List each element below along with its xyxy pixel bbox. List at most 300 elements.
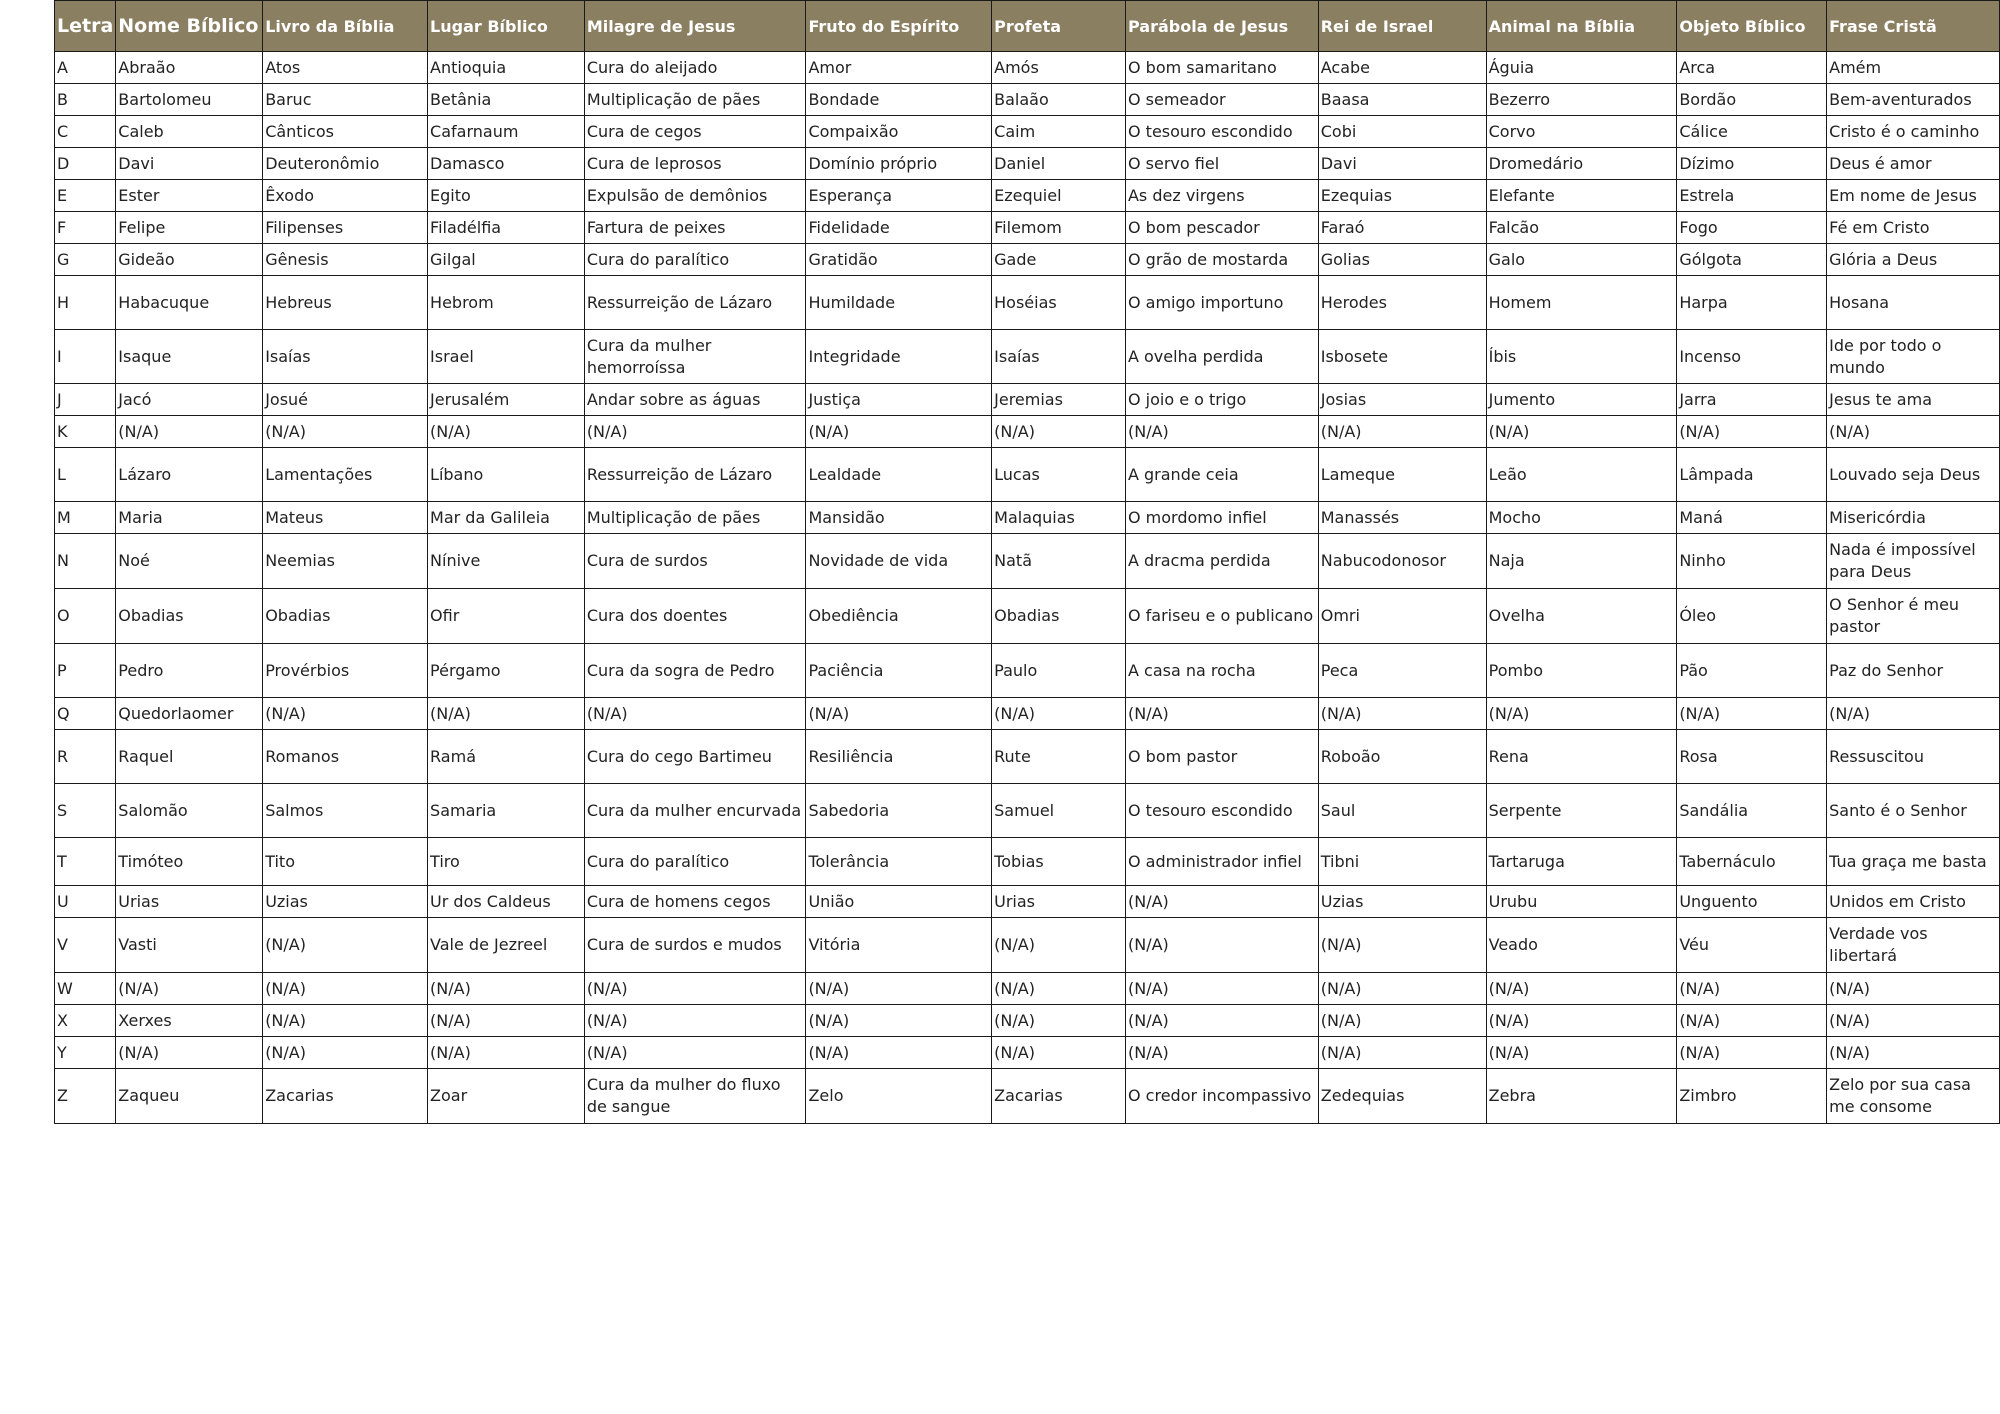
cell-spirit-fruit: Paciência	[806, 644, 992, 698]
cell-jesus-miracle: (N/A)	[584, 1005, 806, 1037]
cell-christian-phrase: Paz do Senhor	[1827, 644, 2000, 698]
cell-israel-king: Acabe	[1318, 52, 1486, 84]
cell-jesus-parable: O mordomo infiel	[1125, 502, 1318, 534]
cell-prophet: Jeremias	[992, 384, 1126, 416]
cell-biblical-place: Antioquia	[428, 52, 585, 84]
cell-biblical-object: Unguento	[1677, 886, 1827, 918]
cell-israel-king: Josias	[1318, 384, 1486, 416]
cell-bible-book: Josué	[263, 384, 428, 416]
cell-bible-animal: Bezerro	[1486, 84, 1677, 116]
cell-biblical-name: Isaque	[116, 330, 263, 384]
cell-bible-animal: Homem	[1486, 276, 1677, 330]
cell-jesus-parable: A ovelha perdida	[1125, 330, 1318, 384]
table-row	[55, 212, 2000, 244]
cell-spirit-fruit: Resiliência	[806, 730, 992, 784]
cell-biblical-name: Quedorlaomer	[116, 698, 263, 730]
cell-biblical-place: Nínive	[428, 534, 585, 589]
cell-spirit-fruit: (N/A)	[806, 698, 992, 730]
cell-letter: Y	[55, 1037, 116, 1069]
cell-jesus-miracle: Ressurreição de Lázaro	[584, 448, 806, 502]
cell-biblical-object: Véu	[1677, 918, 1827, 973]
cell-bible-book: Isaías	[263, 330, 428, 384]
table-row	[55, 148, 2000, 180]
table-row	[55, 1069, 2000, 1124]
cell-jesus-miracle: Cura dos doentes	[584, 589, 806, 644]
cell-biblical-place: Líbano	[428, 448, 585, 502]
cell-christian-phrase: Louvado seja Deus	[1827, 448, 2000, 502]
cell-jesus-miracle: (N/A)	[584, 973, 806, 1005]
cell-biblical-place: Cafarnaum	[428, 116, 585, 148]
cell-biblical-name: Maria	[116, 502, 263, 534]
cell-letter: J	[55, 384, 116, 416]
cell-bible-book: Deuteronômio	[263, 148, 428, 180]
table-row	[55, 918, 2000, 973]
table-row	[55, 330, 2000, 384]
cell-jesus-parable: O fariseu e o publicano	[1125, 589, 1318, 644]
cell-biblical-name: Urias	[116, 886, 263, 918]
cell-prophet: Lucas	[992, 448, 1126, 502]
cell-jesus-parable: (N/A)	[1125, 1037, 1318, 1069]
cell-spirit-fruit: (N/A)	[806, 416, 992, 448]
cell-bible-animal: Pombo	[1486, 644, 1677, 698]
column-header-israel-king: Rei de Israel	[1318, 1, 1486, 52]
table-row	[55, 534, 2000, 589]
cell-biblical-name: Obadias	[116, 589, 263, 644]
cell-spirit-fruit: Vitória	[806, 918, 992, 973]
cell-christian-phrase: O Senhor é meu pastor	[1827, 589, 2000, 644]
cell-bible-animal: Mocho	[1486, 502, 1677, 534]
cell-israel-king: Roboão	[1318, 730, 1486, 784]
cell-spirit-fruit: União	[806, 886, 992, 918]
cell-letter: C	[55, 116, 116, 148]
cell-biblical-name: Bartolomeu	[116, 84, 263, 116]
cell-jesus-miracle: Cura de surdos e mudos	[584, 918, 806, 973]
cell-bible-animal: Leão	[1486, 448, 1677, 502]
column-header-bible-book: Livro da Bíblia	[263, 1, 428, 52]
column-header-letter: Letra	[55, 1, 116, 52]
cell-biblical-object: Pão	[1677, 644, 1827, 698]
cell-spirit-fruit: Lealdade	[806, 448, 992, 502]
cell-bible-book: Cânticos	[263, 116, 428, 148]
table-row	[55, 116, 2000, 148]
cell-bible-animal: Dromedário	[1486, 148, 1677, 180]
cell-bible-book: Provérbios	[263, 644, 428, 698]
cell-biblical-name: Raquel	[116, 730, 263, 784]
cell-israel-king: Faraó	[1318, 212, 1486, 244]
cell-bible-book: Baruc	[263, 84, 428, 116]
cell-prophet: Natã	[992, 534, 1126, 589]
cell-biblical-object: Óleo	[1677, 589, 1827, 644]
cell-biblical-place: Gilgal	[428, 244, 585, 276]
cell-jesus-parable: (N/A)	[1125, 416, 1318, 448]
cell-jesus-miracle: (N/A)	[584, 698, 806, 730]
cell-letter: T	[55, 838, 116, 886]
cell-bible-book: (N/A)	[263, 918, 428, 973]
cell-jesus-parable: (N/A)	[1125, 918, 1318, 973]
cell-bible-animal: (N/A)	[1486, 416, 1677, 448]
cell-jesus-parable: O bom pastor	[1125, 730, 1318, 784]
cell-prophet: Daniel	[992, 148, 1126, 180]
cell-bible-animal: Urubu	[1486, 886, 1677, 918]
cell-christian-phrase: (N/A)	[1827, 973, 2000, 1005]
cell-spirit-fruit: Domínio próprio	[806, 148, 992, 180]
cell-spirit-fruit: Tolerância	[806, 838, 992, 886]
cell-israel-king: Peca	[1318, 644, 1486, 698]
table-row	[55, 973, 2000, 1005]
cell-biblical-object: Rosa	[1677, 730, 1827, 784]
cell-jesus-miracle: Cura do paralítico	[584, 838, 806, 886]
cell-israel-king: Uzias	[1318, 886, 1486, 918]
cell-bible-book: Mateus	[263, 502, 428, 534]
cell-prophet: Samuel	[992, 784, 1126, 838]
cell-letter: I	[55, 330, 116, 384]
table-row	[55, 52, 2000, 84]
cell-jesus-parable: O joio e o trigo	[1125, 384, 1318, 416]
cell-bible-animal: (N/A)	[1486, 1037, 1677, 1069]
cell-prophet: Filemom	[992, 212, 1126, 244]
cell-jesus-miracle: Cura de cegos	[584, 116, 806, 148]
cell-letter: W	[55, 973, 116, 1005]
cell-jesus-parable: O semeador	[1125, 84, 1318, 116]
cell-bible-animal: Tartaruga	[1486, 838, 1677, 886]
cell-jesus-parable: As dez virgens	[1125, 180, 1318, 212]
cell-christian-phrase: Em nome de Jesus	[1827, 180, 2000, 212]
cell-israel-king: Saul	[1318, 784, 1486, 838]
cell-biblical-place: Betânia	[428, 84, 585, 116]
cell-bible-animal: Ovelha	[1486, 589, 1677, 644]
cell-jesus-miracle: (N/A)	[584, 1037, 806, 1069]
cell-biblical-object: Fogo	[1677, 212, 1827, 244]
cell-bible-book: (N/A)	[263, 1037, 428, 1069]
cell-jesus-parable: A dracma perdida	[1125, 534, 1318, 589]
cell-prophet: Paulo	[992, 644, 1126, 698]
cell-prophet: Caim	[992, 116, 1126, 148]
cell-biblical-name: Noé	[116, 534, 263, 589]
column-header-jesus-miracle: Milagre de Jesus	[584, 1, 806, 52]
cell-christian-phrase: Zelo por sua casa me consome	[1827, 1069, 2000, 1124]
cell-jesus-miracle: Cura do aleijado	[584, 52, 806, 84]
cell-israel-king: (N/A)	[1318, 918, 1486, 973]
cell-prophet: Tobias	[992, 838, 1126, 886]
cell-christian-phrase: Tua graça me basta	[1827, 838, 2000, 886]
cell-bible-book: Lamentações	[263, 448, 428, 502]
cell-jesus-parable: (N/A)	[1125, 886, 1318, 918]
cell-biblical-object: Bordão	[1677, 84, 1827, 116]
cell-prophet: (N/A)	[992, 698, 1126, 730]
cell-israel-king: (N/A)	[1318, 1005, 1486, 1037]
cell-biblical-object: Ninho	[1677, 534, 1827, 589]
cell-bible-book: Filipenses	[263, 212, 428, 244]
cell-biblical-object: Cálice	[1677, 116, 1827, 148]
cell-biblical-name: Abraão	[116, 52, 263, 84]
cell-biblical-object: Estrela	[1677, 180, 1827, 212]
cell-jesus-parable: O bom pescador	[1125, 212, 1318, 244]
cell-spirit-fruit: Humildade	[806, 276, 992, 330]
table-row	[55, 502, 2000, 534]
cell-biblical-object: Arca	[1677, 52, 1827, 84]
cell-israel-king: (N/A)	[1318, 416, 1486, 448]
cell-jesus-miracle: (N/A)	[584, 416, 806, 448]
cell-prophet: Balaão	[992, 84, 1126, 116]
cell-spirit-fruit: Mansidão	[806, 502, 992, 534]
cell-jesus-parable: O bom samaritano	[1125, 52, 1318, 84]
cell-bible-book: Neemias	[263, 534, 428, 589]
cell-bible-book: Gênesis	[263, 244, 428, 276]
cell-christian-phrase: Cristo é o caminho	[1827, 116, 2000, 148]
cell-biblical-place: Ur dos Caldeus	[428, 886, 585, 918]
cell-prophet: (N/A)	[992, 1037, 1126, 1069]
cell-biblical-place: Filadélfia	[428, 212, 585, 244]
cell-biblical-object: Lâmpada	[1677, 448, 1827, 502]
cell-jesus-miracle: Cura da mulher do fluxo de sangue	[584, 1069, 806, 1124]
table-row	[55, 838, 2000, 886]
table-row	[55, 589, 2000, 644]
cell-biblical-object: Zimbro	[1677, 1069, 1827, 1124]
cell-biblical-name: Lázaro	[116, 448, 263, 502]
cell-letter: Q	[55, 698, 116, 730]
cell-biblical-object: Incenso	[1677, 330, 1827, 384]
cell-spirit-fruit: Bondade	[806, 84, 992, 116]
cell-christian-phrase: (N/A)	[1827, 416, 2000, 448]
cell-israel-king: Cobi	[1318, 116, 1486, 148]
cell-biblical-place: Mar da Galileia	[428, 502, 585, 534]
cell-jesus-parable: A casa na rocha	[1125, 644, 1318, 698]
cell-bible-animal: Naja	[1486, 534, 1677, 589]
cell-spirit-fruit: Justiça	[806, 384, 992, 416]
cell-letter: L	[55, 448, 116, 502]
cell-jesus-miracle: Ressurreição de Lázaro	[584, 276, 806, 330]
cell-spirit-fruit: (N/A)	[806, 973, 992, 1005]
cell-prophet: Gade	[992, 244, 1126, 276]
cell-biblical-place: Tiro	[428, 838, 585, 886]
cell-bible-animal: Rena	[1486, 730, 1677, 784]
table-row	[55, 384, 2000, 416]
cell-bible-animal: Elefante	[1486, 180, 1677, 212]
cell-jesus-parable: O tesouro escondido	[1125, 784, 1318, 838]
cell-bible-animal: Águia	[1486, 52, 1677, 84]
cell-biblical-object: Dízimo	[1677, 148, 1827, 180]
cell-letter: R	[55, 730, 116, 784]
cell-israel-king: Tibni	[1318, 838, 1486, 886]
cell-spirit-fruit: Obediência	[806, 589, 992, 644]
cell-christian-phrase: Bem-aventurados	[1827, 84, 2000, 116]
cell-biblical-place: Israel	[428, 330, 585, 384]
table-row	[55, 84, 2000, 116]
cell-jesus-miracle: Expulsão de demônios	[584, 180, 806, 212]
cell-letter: U	[55, 886, 116, 918]
cell-spirit-fruit: Integridade	[806, 330, 992, 384]
column-header-biblical-object: Objeto Bíblico	[1677, 1, 1827, 52]
cell-prophet: (N/A)	[992, 416, 1126, 448]
cell-biblical-name: Habacuque	[116, 276, 263, 330]
cell-christian-phrase: Santo é o Senhor	[1827, 784, 2000, 838]
cell-israel-king: (N/A)	[1318, 973, 1486, 1005]
cell-jesus-parable: O credor incompassivo	[1125, 1069, 1318, 1124]
cell-biblical-object: Harpa	[1677, 276, 1827, 330]
cell-prophet: Malaquias	[992, 502, 1126, 534]
cell-jesus-parable: O tesouro escondido	[1125, 116, 1318, 148]
cell-spirit-fruit: Amor	[806, 52, 992, 84]
cell-biblical-place: Samaria	[428, 784, 585, 838]
cell-biblical-object: (N/A)	[1677, 1037, 1827, 1069]
cell-israel-king: Baasa	[1318, 84, 1486, 116]
table-row	[55, 1037, 2000, 1069]
cell-jesus-parable: A grande ceia	[1125, 448, 1318, 502]
cell-israel-king: Nabucodonosor	[1318, 534, 1486, 589]
cell-biblical-place: Ramá	[428, 730, 585, 784]
cell-jesus-miracle: Cura da mulher hemorroíssa	[584, 330, 806, 384]
cell-prophet: Urias	[992, 886, 1126, 918]
cell-jesus-miracle: Multiplicação de pães	[584, 84, 806, 116]
column-header-jesus-parable: Parábola de Jesus	[1125, 1, 1318, 52]
cell-israel-king: Herodes	[1318, 276, 1486, 330]
cell-christian-phrase: Fé em Cristo	[1827, 212, 2000, 244]
cell-biblical-object: Sandália	[1677, 784, 1827, 838]
cell-prophet: Ezequiel	[992, 180, 1126, 212]
cell-jesus-miracle: Fartura de peixes	[584, 212, 806, 244]
cell-bible-book: Obadias	[263, 589, 428, 644]
cell-letter: A	[55, 52, 116, 84]
cell-israel-king: Davi	[1318, 148, 1486, 180]
cell-prophet: Amós	[992, 52, 1126, 84]
cell-christian-phrase: Jesus te ama	[1827, 384, 2000, 416]
cell-letter: N	[55, 534, 116, 589]
table-row	[55, 644, 2000, 698]
cell-biblical-name: Xerxes	[116, 1005, 263, 1037]
cell-christian-phrase: Glória a Deus	[1827, 244, 2000, 276]
cell-christian-phrase: Ressuscitou	[1827, 730, 2000, 784]
cell-israel-king: Golias	[1318, 244, 1486, 276]
cell-biblical-place: Jerusalém	[428, 384, 585, 416]
cell-letter: O	[55, 589, 116, 644]
column-header-biblical-place: Lugar Bíblico	[428, 1, 585, 52]
cell-biblical-place: Vale de Jezreel	[428, 918, 585, 973]
cell-letter: D	[55, 148, 116, 180]
cell-jesus-parable: O administrador infiel	[1125, 838, 1318, 886]
cell-biblical-name: Davi	[116, 148, 263, 180]
table-row	[55, 416, 2000, 448]
cell-jesus-parable: O servo fiel	[1125, 148, 1318, 180]
cell-jesus-miracle: Cura do cego Bartimeu	[584, 730, 806, 784]
cell-jesus-parable: O amigo importuno	[1125, 276, 1318, 330]
cell-christian-phrase: Misericórdia	[1827, 502, 2000, 534]
cell-bible-book: (N/A)	[263, 698, 428, 730]
column-header-christian-phrase: Frase Cristã	[1827, 1, 2000, 52]
cell-jesus-parable: (N/A)	[1125, 698, 1318, 730]
cell-israel-king: Isbosete	[1318, 330, 1486, 384]
cell-jesus-miracle: Cura da sogra de Pedro	[584, 644, 806, 698]
cell-bible-animal: Serpente	[1486, 784, 1677, 838]
cell-biblical-place: (N/A)	[428, 416, 585, 448]
cell-bible-animal: (N/A)	[1486, 973, 1677, 1005]
cell-jesus-parable: (N/A)	[1125, 1005, 1318, 1037]
cell-jesus-miracle: Cura de surdos	[584, 534, 806, 589]
cell-prophet: Obadias	[992, 589, 1126, 644]
cell-prophet: Zacarias	[992, 1069, 1126, 1124]
cell-biblical-place: (N/A)	[428, 1005, 585, 1037]
header-row	[55, 1, 2000, 52]
cell-israel-king: Zedequias	[1318, 1069, 1486, 1124]
cell-spirit-fruit: Novidade de vida	[806, 534, 992, 589]
cell-bible-book: Atos	[263, 52, 428, 84]
cell-christian-phrase: Deus é amor	[1827, 148, 2000, 180]
cell-letter: H	[55, 276, 116, 330]
cell-jesus-miracle: Cura de leprosos	[584, 148, 806, 180]
cell-spirit-fruit: (N/A)	[806, 1005, 992, 1037]
table-row	[55, 886, 2000, 918]
cell-bible-book: Zacarias	[263, 1069, 428, 1124]
table-body	[55, 52, 2000, 1124]
table-row	[55, 448, 2000, 502]
table-row	[55, 180, 2000, 212]
cell-letter: G	[55, 244, 116, 276]
cell-biblical-object: (N/A)	[1677, 416, 1827, 448]
cell-spirit-fruit: Esperança	[806, 180, 992, 212]
cell-bible-animal: Falcão	[1486, 212, 1677, 244]
cell-letter: X	[55, 1005, 116, 1037]
cell-letter: B	[55, 84, 116, 116]
cell-bible-animal: Zebra	[1486, 1069, 1677, 1124]
cell-letter: V	[55, 918, 116, 973]
table-row	[55, 244, 2000, 276]
table-row	[55, 730, 2000, 784]
cell-christian-phrase: (N/A)	[1827, 1037, 2000, 1069]
table-row	[55, 698, 2000, 730]
cell-biblical-object: Maná	[1677, 502, 1827, 534]
cell-biblical-name: Salomão	[116, 784, 263, 838]
cell-christian-phrase: (N/A)	[1827, 1005, 2000, 1037]
cell-christian-phrase: Ide por todo o mundo	[1827, 330, 2000, 384]
cell-bible-book: Romanos	[263, 730, 428, 784]
cell-christian-phrase: (N/A)	[1827, 698, 2000, 730]
cell-spirit-fruit: Sabedoria	[806, 784, 992, 838]
cell-biblical-name: Timóteo	[116, 838, 263, 886]
cell-israel-king: Lameque	[1318, 448, 1486, 502]
cell-letter: P	[55, 644, 116, 698]
table-row	[55, 1005, 2000, 1037]
cell-letter: K	[55, 416, 116, 448]
cell-biblical-object: Gólgota	[1677, 244, 1827, 276]
cell-biblical-place: Pérgamo	[428, 644, 585, 698]
column-header-bible-animal: Animal na Bíblia	[1486, 1, 1677, 52]
cell-bible-animal: (N/A)	[1486, 1005, 1677, 1037]
cell-christian-phrase: Amém	[1827, 52, 2000, 84]
cell-bible-book: Êxodo	[263, 180, 428, 212]
table-row	[55, 784, 2000, 838]
cell-bible-book: Hebreus	[263, 276, 428, 330]
cell-biblical-place: Ofir	[428, 589, 585, 644]
cell-biblical-object: Jarra	[1677, 384, 1827, 416]
cell-israel-king: (N/A)	[1318, 698, 1486, 730]
cell-jesus-miracle: Cura da mulher encurvada	[584, 784, 806, 838]
cell-prophet: (N/A)	[992, 973, 1126, 1005]
cell-biblical-place: (N/A)	[428, 1037, 585, 1069]
cell-prophet: (N/A)	[992, 1005, 1126, 1037]
cell-biblical-object: Tabernáculo	[1677, 838, 1827, 886]
cell-israel-king: Ezequias	[1318, 180, 1486, 212]
cell-bible-animal: Veado	[1486, 918, 1677, 973]
cell-spirit-fruit: (N/A)	[806, 1037, 992, 1069]
cell-spirit-fruit: Compaixão	[806, 116, 992, 148]
cell-letter: M	[55, 502, 116, 534]
cell-christian-phrase: Hosana	[1827, 276, 2000, 330]
cell-biblical-name: Ester	[116, 180, 263, 212]
cell-biblical-place: Hebrom	[428, 276, 585, 330]
bible-alphabet-table	[54, 0, 2000, 1124]
table-row	[55, 276, 2000, 330]
cell-jesus-miracle: Andar sobre as águas	[584, 384, 806, 416]
column-header-spirit-fruit: Fruto do Espírito	[806, 1, 992, 52]
